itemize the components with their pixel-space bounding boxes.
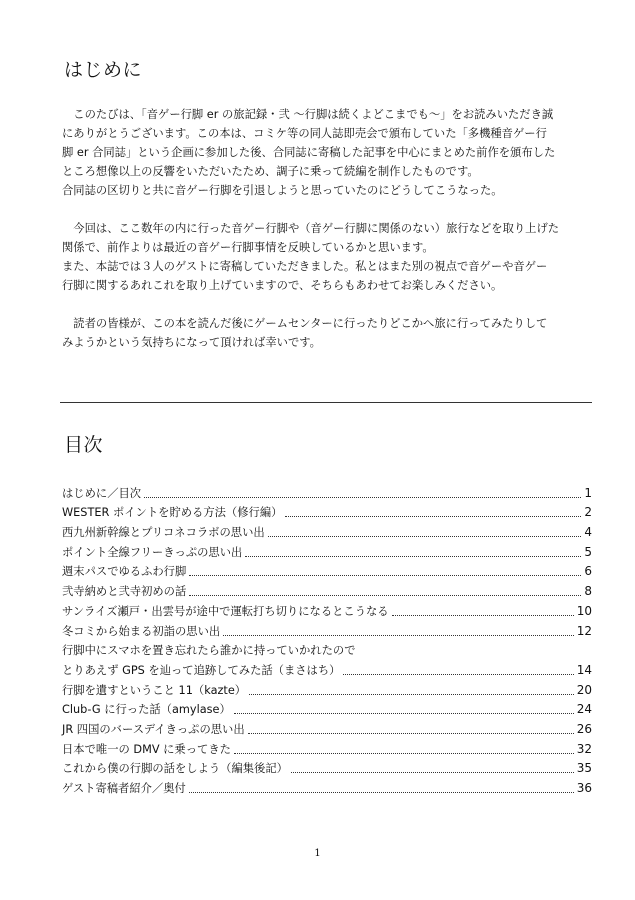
intro-line: また、本誌では３人のゲストに寄稿していただきました。私とはまた別の視点で音ゲーや音ゲー	[62, 260, 548, 273]
toc-entry-page: 35	[576, 761, 592, 776]
toc-entry-page: 20	[576, 682, 592, 697]
toc-leader-dots	[189, 594, 581, 596]
intro-paragraph	[62, 105, 602, 200]
intro-line: にありがとうございます。この本は、コミケ等の同人誌即売会で頒布していた「多機種音ゲー行	[62, 127, 547, 140]
toc-entry-title: WESTER ポイントを貯める方法（修行編）	[62, 506, 283, 520]
toc-entry	[62, 520, 592, 540]
intro-paragraph	[62, 219, 602, 295]
toc-heading: 目次	[64, 434, 104, 456]
intro-line: 行脚に関するあれこれを取り上げていますので、そちらもあわせてお楽しみください。	[62, 279, 503, 292]
toc-entry-page: 26	[576, 721, 592, 736]
toc-entry-page: 2	[584, 505, 592, 520]
toc-leader-dots	[245, 555, 581, 557]
intro-line: 今回は、ここ数年の内に行った音ゲー行脚や（音ゲー行脚に関係のない）旅行などを取り上げた	[62, 222, 560, 235]
toc-leader-dots	[268, 535, 582, 537]
toc-entry-page: 12	[576, 623, 592, 638]
toc-entry	[62, 776, 592, 796]
intro-paragraph	[62, 314, 602, 352]
toc-entry	[62, 678, 592, 698]
intro-line: 脚 er 合同誌」という企画に参加した後、合同誌に寄稿した記事を中心にまとめた前作を頒布した	[62, 146, 556, 159]
toc-entry	[62, 540, 592, 560]
toc-leader-dots	[285, 515, 581, 517]
toc-entry-title: 週末パスでゆるふわ行脚	[62, 565, 187, 579]
toc-entry-title: 冬コミから始まる初詣の思い出	[62, 624, 221, 638]
toc-leader-dots	[234, 712, 574, 714]
toc-entry	[62, 717, 592, 737]
intro-line: 読者の皆様が、この本を読んだ後にゲームセンターに行ったりどこかへ旅に行ってみたりして	[62, 317, 548, 330]
intro-body	[62, 105, 602, 371]
intro-line: 関係で、前作よりは最近の音ゲー行脚事情を反映しているかと思います。	[62, 241, 434, 254]
toc-entry-page: 1	[584, 485, 592, 500]
section-divider	[60, 402, 592, 403]
intro-line: ところ想像以上の反響をいただいたため、調子に乗って続編を制作したものです。	[62, 165, 479, 178]
toc-entry	[62, 501, 592, 521]
toc-entry-page: 6	[584, 564, 592, 579]
toc-leader-dots	[248, 732, 574, 734]
toc-entry-page: 4	[584, 525, 592, 540]
toc-entry-title: はじめに／目次	[62, 486, 142, 500]
toc-leader-dots	[144, 496, 581, 498]
toc-entry	[62, 579, 592, 599]
toc-entry-page: 36	[576, 781, 592, 795]
toc-entry-title: 日本で唯一の DMV に乗ってきた	[62, 742, 231, 756]
toc-entry-page: 10	[576, 603, 592, 618]
toc-entry-title: サンライズ瀬戸・出雲号が途中で運転打ち切りになるとこうなる	[62, 604, 389, 618]
toc-entry-title: これから僕の行脚の話をしよう（編集後記）	[62, 762, 288, 776]
toc-entry-title: 西九州新幹線とプリコネコラボの思い出	[62, 526, 265, 540]
toc-entry	[62, 737, 592, 757]
toc-entry-title: ポイント全線フリーきっぷの思い出	[62, 545, 243, 559]
toc-entry-page: 24	[576, 702, 592, 717]
toc-entry-title: とりあえず GPS を辿って追跡してみた話（まさはち）	[62, 663, 341, 677]
toc-entry-title: 行脚中にスマホを置き忘れたら誰かに持っていかれたので	[62, 644, 356, 658]
toc-entry-page: 32	[576, 741, 592, 756]
toc-leader-dots	[189, 791, 574, 793]
intro-line: みようかという気持ちになって頂ければ幸いです。	[62, 336, 321, 349]
page-number: 1	[314, 848, 321, 859]
intro-heading: はじめに	[64, 59, 143, 81]
intro-line: 合同誌の区切りと共に音ゲー行脚を引退しようと思っていたのにどうしてこうなった。	[62, 184, 503, 197]
toc-leader-dots	[249, 693, 574, 695]
toc-entry-page: 8	[584, 584, 592, 599]
toc-entry	[62, 481, 592, 501]
toc-entry	[62, 698, 592, 718]
toc-leader-dots	[223, 634, 574, 636]
toc-entry	[62, 639, 592, 659]
toc-list	[62, 481, 592, 796]
toc-entry	[62, 599, 592, 619]
toc-entry-title: JR 四国のバースデイきっぷの思い出	[62, 722, 245, 736]
toc-entry-page: 14	[576, 662, 592, 677]
toc-entry-title: 弐寺納めと弐寺初めの話	[62, 585, 187, 599]
toc-leader-dots	[234, 752, 574, 754]
toc-leader-dots	[189, 574, 581, 576]
toc-leader-dots	[343, 673, 573, 675]
toc-entry-title: ゲスト寄稿者紹介／奥付	[62, 782, 186, 795]
toc-entry	[62, 560, 592, 580]
toc-leader-dots	[291, 771, 574, 773]
toc-entry-title: 行脚を遺すということ 11（kazte）	[62, 683, 247, 697]
toc-entry	[62, 619, 592, 639]
toc-entry	[62, 658, 592, 678]
toc-leader-dots	[392, 614, 574, 616]
toc-entry-title: Club-G に行った話（amylase）	[62, 703, 231, 717]
toc-entry	[62, 757, 592, 777]
toc-entry-page: 5	[584, 544, 592, 559]
intro-line: このたびは、「音ゲー行脚 er の旅記録・弐 ～行脚は続くよどこまでも～」をお読みいただき誠	[62, 108, 554, 121]
